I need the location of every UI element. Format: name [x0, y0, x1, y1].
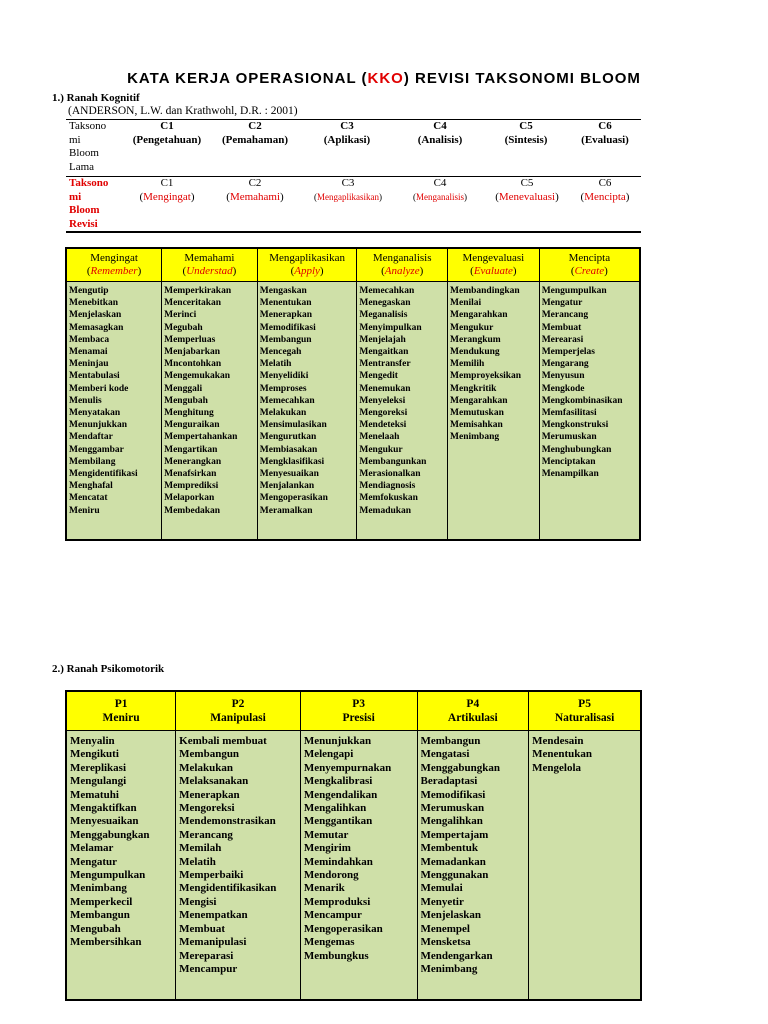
verb-item: Mendukung [450, 347, 500, 358]
verb-item: Menafsirkan [164, 469, 217, 480]
verb-item: Membentuk [420, 842, 478, 855]
verb-item: Mengartikan [164, 444, 218, 455]
verb-item: Mengatur [70, 855, 118, 868]
verb-item: Memprediksi [164, 481, 219, 492]
verb-item: Menentukan [532, 748, 593, 761]
verb-item: Memilih [450, 359, 485, 370]
column-header: Mencipta (Create) [539, 248, 640, 282]
verb-list-naturalisasi [529, 731, 641, 1001]
verb-item: Mengisi [179, 895, 217, 908]
verb-item: Melaksanakan [179, 775, 249, 788]
verb-item: Mengkode [541, 383, 585, 394]
verb-item: Menjabarkan [164, 347, 221, 358]
verb-item: Memanipulasi [179, 936, 247, 949]
verb-item: Membangun [70, 909, 130, 922]
verb-item: Menghubungkan [541, 444, 612, 455]
verb-item: Mengukur [359, 444, 403, 455]
verb-item: Beradaptasi [420, 775, 478, 788]
verb-item: Mengalihkan [420, 815, 483, 828]
verb-item: Merumuskan [420, 802, 485, 815]
verb-item: Memasagkan [69, 322, 124, 333]
verb-item: Kembali membuat [179, 735, 267, 747]
taxonomy-revised-row [66, 177, 641, 233]
verb-item: Membangunkan [359, 456, 427, 467]
column-header: Menganalisis (Analyze) [357, 248, 448, 282]
verb-item: Mengkombinasikan [541, 395, 623, 406]
verb-item: Memecahkan [359, 286, 415, 296]
old-level: C1 (Pengetahuan) [132, 120, 202, 146]
verb-item: Mematuhi [70, 788, 119, 801]
verb-item: Menelaah [359, 432, 400, 443]
verb-item: Melatih [179, 855, 216, 868]
verb-item: Membangun [420, 735, 481, 747]
verb-item: Merearasi [541, 334, 584, 345]
old-level: C3 (Aplikasi) [323, 120, 371, 146]
revised-level: C1 (Mengingat) [139, 177, 195, 203]
verb-item: Menggunakan [420, 869, 489, 882]
verb-item: Menerapkan [179, 788, 240, 801]
verb-item: Menyusun [541, 371, 585, 382]
verb-item: Mengatasi [420, 748, 470, 761]
verb-item: Mengklasifikasi [259, 456, 325, 467]
page-title: KATA KERJA OPERASIONAL (KKO) REVISI TAKSONOMI BLOOM [127, 70, 641, 87]
verb-item: Menulis [69, 395, 102, 406]
verb-item: Membiasakan [259, 444, 318, 455]
verb-item: Mengemas [303, 936, 355, 949]
verb-item: Mengubah [164, 395, 208, 406]
verb-item: Menunjukkan [69, 420, 128, 431]
verb-item: Meramalkan [259, 505, 313, 516]
verb-item: Menyempurnakan [303, 761, 392, 774]
verb-item: Menggabungkan [420, 761, 500, 774]
verb-item: Mengirim [303, 842, 351, 855]
verb-item: Mengaskan [259, 286, 307, 296]
old-level: C5 (Sintesis) [504, 120, 548, 146]
verb-list-artikulasi [417, 731, 529, 1001]
verb-item: Mengidentifikasikan [179, 882, 277, 895]
verb-item: Mengendalikan [303, 788, 378, 801]
verb-item: Memproses [259, 383, 307, 394]
verb-item: Membangun [259, 334, 312, 345]
table-row [66, 282, 640, 541]
revised-level: C5 (Menevaluasi) [495, 177, 559, 203]
verb-item: Mengatur [541, 298, 583, 309]
verb-item: Memproduksi [303, 895, 371, 908]
verb-item: Mengkonstruksi [541, 420, 609, 431]
verb-item: Menarik [303, 882, 345, 895]
column-header: Mengaplikasikan (Apply) [257, 248, 357, 282]
verb-item: Merumuskan [541, 432, 597, 443]
old-level: C6 (Evaluasi) [581, 120, 629, 146]
verb-item: Melengapi [303, 748, 354, 761]
verb-item: Menjelaskan [420, 909, 481, 922]
verb-item: Mencatat [69, 493, 108, 504]
verb-list-memahami [162, 282, 258, 541]
verb-item: Menjalankan [259, 481, 315, 492]
verb-item: Menjelajah [359, 334, 406, 345]
verb-item: Mereparasi [179, 949, 234, 962]
verb-item: Mereplikasi [70, 761, 127, 774]
revised-level: C2 (Memahami) [226, 177, 284, 203]
verb-item: Memulai [420, 882, 463, 895]
verb-item: Mengarahkan [450, 395, 508, 406]
verb-item: Memperkirakan [164, 286, 232, 296]
verb-item: Menemukan [359, 383, 411, 394]
verb-item: Menggantikan [303, 815, 373, 828]
verb-item: Mengumpulkan [70, 869, 146, 882]
verb-list-meniru [66, 731, 176, 1001]
verb-item: Mengarang [541, 359, 589, 370]
verb-item: Mengikuti [70, 748, 119, 761]
verb-item: Menimbang [420, 962, 478, 975]
verb-item: Meganalisis [359, 310, 408, 321]
verb-item: Memproyeksikan [450, 371, 522, 382]
verb-item: Mendengarkan [420, 949, 493, 962]
verb-item: Memfasilitasi [541, 408, 597, 419]
verb-item: Memadukan [359, 505, 412, 516]
column-header: P3 Presisi [300, 691, 417, 731]
verb-item: Menimbang [450, 432, 500, 443]
revised-level: C3 (Mengaplikasikan) [314, 177, 382, 202]
verb-item: Membersihkan [70, 936, 142, 949]
verb-item: Mensketsa [420, 936, 471, 949]
verb-item: Menjelaskan [69, 310, 122, 321]
verb-item: Melamar [70, 842, 114, 855]
verb-item: Memodifikasi [259, 322, 316, 333]
verb-item: Membedakan [164, 505, 221, 516]
verb-item: Membuat [179, 922, 225, 935]
verb-item: Menyelidiki [259, 371, 309, 382]
verb-item: Mengutip [69, 286, 109, 296]
verb-item: Memutar [303, 828, 349, 841]
verb-item: Mengoperasikan [259, 493, 328, 504]
taxonomy-revised-label: Taksono mi Bloom Revisi [69, 177, 109, 230]
revised-level: C4 (Menganalisis) [413, 177, 467, 202]
revised-level: C6 (Mencipta) [580, 177, 630, 203]
verb-item: Merancang [179, 828, 233, 841]
verb-item: Melatih [259, 359, 292, 370]
verb-item: Menyesuaikan [259, 469, 319, 480]
verb-item: Mengkritik [450, 383, 497, 394]
verb-item: Menempatkan [179, 909, 248, 922]
verb-item: Memadankan [420, 855, 486, 868]
verb-item: Memodifikasi [420, 788, 486, 801]
section-kognitif-label: 1.) Ranah Kognitif [52, 92, 140, 104]
verb-item: Mencampur [303, 909, 362, 922]
column-header: Mengevaluasi (Evaluate) [448, 248, 540, 282]
verb-item: Memperbaiki [179, 869, 244, 882]
column-header: P5 Naturalisasi [529, 691, 641, 731]
verb-item: Menamai [69, 347, 108, 358]
verb-item: Merasionalkan [359, 469, 421, 480]
kko-highlight: KKO [367, 70, 404, 87]
verb-item: Menggabungkan [70, 828, 150, 841]
verb-item: Mentabulasi [69, 371, 120, 382]
verb-item: Memutuskan [450, 408, 504, 419]
verb-item: Menggali [164, 383, 203, 394]
table-header-row [66, 248, 640, 282]
old-level: C4 (Analisis) [417, 120, 463, 146]
column-header: P2 Manipulasi [176, 691, 301, 731]
verb-item: Memindahkan [303, 855, 373, 868]
verb-item: Mengelola [532, 761, 582, 774]
verb-item: Membaca [69, 334, 110, 345]
verb-item: Menerapkan [259, 310, 313, 321]
taxonomy-old-label: Taksono mi Bloom Lama [69, 120, 107, 173]
verb-list-mengaplikasikan [257, 282, 357, 541]
verb-item: Mengoperasikan [303, 922, 383, 935]
verb-item: Mendeteksi [359, 420, 407, 431]
verb-item: Menyatakan [69, 408, 121, 419]
verb-item: Mengemukakan [164, 371, 231, 382]
verb-item: Mempertajam [420, 828, 489, 841]
verb-item: Mendorong [303, 869, 359, 882]
verb-item: Mengarahkan [450, 310, 508, 321]
verb-item: Mendemonstrasikan [179, 815, 276, 828]
verb-item: Mengidentifikasi [69, 469, 138, 480]
verb-list-presisi [300, 731, 417, 1001]
verb-item: Menyimpulkan [359, 322, 422, 333]
verb-item: Mensimulasikan [259, 420, 327, 431]
verb-item: Mengkalibrasi [303, 775, 373, 788]
verb-list-mengevaluasi [448, 282, 540, 541]
verb-item: Menyesuaikan [70, 815, 139, 828]
verb-item: Memfokuskan [359, 493, 418, 504]
psikomotorik-verb-table [65, 690, 642, 1001]
verb-item: Menghitung [164, 408, 214, 419]
table-row [66, 731, 641, 1001]
verb-item: Menempel [420, 922, 470, 935]
verb-item: Meninjau [69, 359, 109, 370]
verb-item: Menampilkan [541, 469, 599, 480]
verb-item: Melakukan [259, 408, 307, 419]
column-header: P4 Artikulasi [417, 691, 529, 731]
old-level: C2 (Pemahaman) [222, 120, 288, 146]
verb-item: Memecahkan [259, 395, 315, 406]
verb-item: Menggambar [69, 444, 124, 455]
verb-item: Megubah [164, 322, 203, 333]
verb-item: Menyetir [420, 895, 464, 908]
verb-item: Menimbang [70, 882, 127, 895]
verb-item: Membuat [541, 322, 582, 333]
verb-item: Meniru [69, 505, 100, 516]
verb-item: Menciptakan [541, 456, 596, 467]
verb-item: Menguraikan [164, 420, 220, 431]
verb-item: Membungkus [303, 949, 369, 962]
verb-item: Mempertahankan [164, 432, 238, 443]
verb-item: Mendiagnosis [359, 481, 416, 492]
section-psikomotorik-label: 2.) Ranah Psikomotorik [52, 663, 165, 675]
verb-item: Mengurutkan [259, 432, 317, 443]
verb-item: Membangun [179, 748, 240, 761]
verb-item: Mendesain [532, 735, 584, 747]
verb-item: Mengukur [450, 322, 494, 333]
verb-item: Mengumpulkan [541, 286, 607, 296]
verb-item: Merancang [541, 310, 589, 321]
verb-item: Mengaktifkan [70, 802, 137, 815]
verb-item: Mengaitkan [359, 347, 409, 358]
verb-item: Menceritakan [164, 298, 222, 309]
verb-item: Menebitkan [69, 298, 119, 309]
verb-item: Menegaskan [359, 298, 411, 309]
verb-item: Melaporkan [164, 493, 215, 504]
verb-list-mencipta [539, 282, 640, 541]
author-citation: (ANDERSON, L.W. dan Krathwohl, D.R. : 2001) [68, 105, 298, 117]
verb-item: Merangkum [450, 334, 501, 345]
taxonomy-old-row [66, 119, 641, 177]
verb-item: Mengulangi [70, 775, 127, 788]
verb-item: Mengoreksi [179, 802, 235, 815]
verb-item: Memperkecil [70, 895, 133, 908]
verb-item: Mengubah [70, 922, 121, 935]
verb-item: Mendaftar [69, 432, 113, 443]
verb-item: Menentukan [259, 298, 312, 309]
verb-item: Menerangkan [164, 456, 222, 467]
verb-item: Menyalin [70, 735, 115, 747]
verb-item: Mentransfer [359, 359, 411, 370]
verb-item: Mengoreksi [359, 408, 408, 419]
verb-list-mengingat [66, 282, 162, 541]
verb-item: Memilah [179, 842, 222, 855]
verb-item: Mengalihkan [303, 802, 367, 815]
verb-item: Melakukan [179, 761, 233, 774]
verb-item: Mencegah [259, 347, 302, 358]
kognitif-verb-table [65, 247, 641, 541]
verb-list-menganalisis [357, 282, 448, 541]
table-header-row [66, 691, 641, 731]
column-header: Mengingat (Remember) [66, 248, 162, 282]
verb-list-manipulasi [176, 731, 301, 1001]
verb-item: Memisahkan [450, 420, 503, 431]
verb-item: Memberi kode [69, 383, 129, 394]
verb-item: Mengedit [359, 371, 398, 382]
verb-item: Membandingkan [450, 286, 520, 296]
verb-item: Merinci [164, 310, 197, 321]
column-header: Memahami (Understad) [162, 248, 258, 282]
verb-item: Menyeleksi [359, 395, 406, 406]
verb-item: Membilang [69, 456, 116, 467]
verb-item: Menghafal [69, 481, 113, 492]
verb-item: Menilai [450, 298, 482, 309]
verb-item: Memperluas [164, 334, 216, 345]
verb-item: Mncontohkan [164, 359, 222, 370]
verb-item: Memperjelas [541, 347, 595, 358]
verb-item: Mencampur [179, 962, 238, 975]
verb-item: Menunjukkan [303, 735, 372, 747]
column-header: P1 Meniru [66, 691, 176, 731]
